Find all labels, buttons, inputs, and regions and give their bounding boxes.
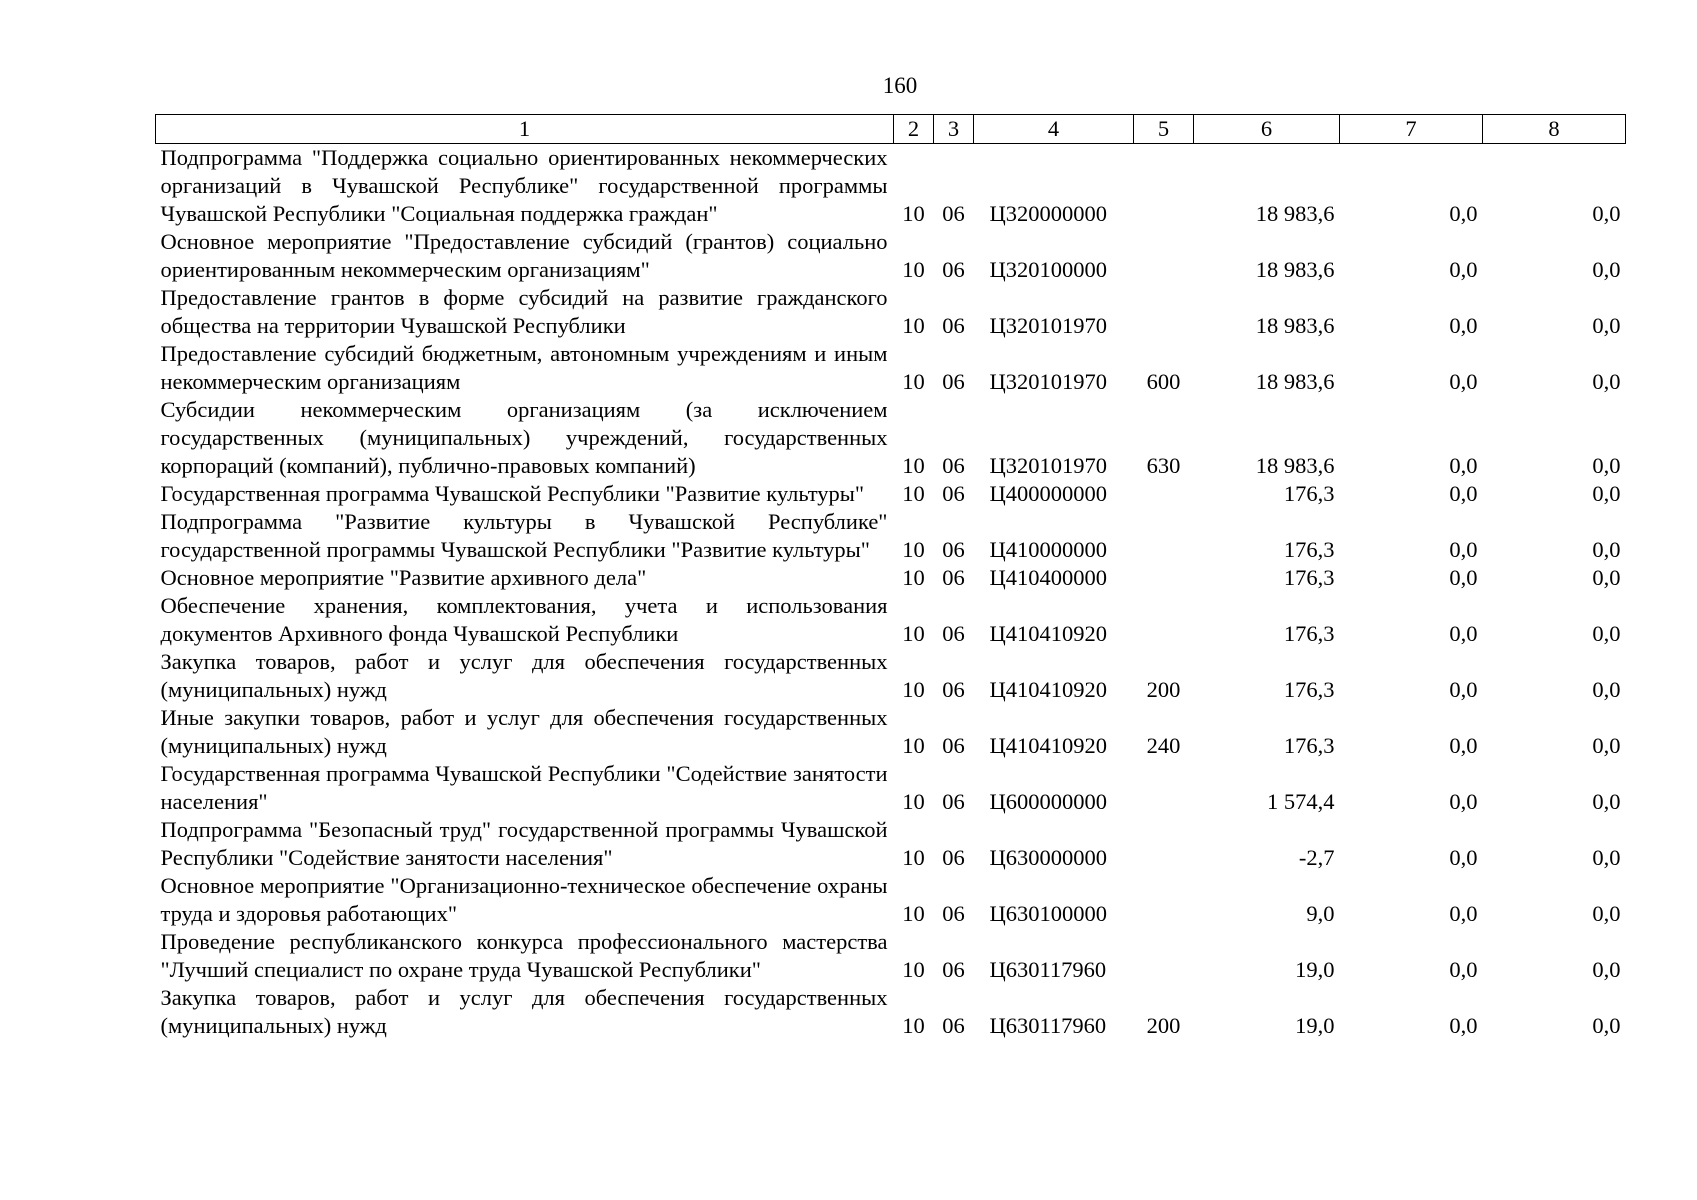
table-row — [156, 340, 1626, 396]
row-subsection: 06 — [942, 677, 965, 702]
row-section: 10 — [902, 201, 925, 226]
table-row — [156, 648, 1626, 704]
table-row — [156, 592, 1626, 648]
row-expense-type — [1134, 816, 1194, 872]
row-value-8: 0,0 — [1592, 565, 1621, 590]
row-target-article: Ц320101970 — [989, 369, 1107, 394]
row-value-8: 0,0 — [1592, 621, 1621, 646]
row-expense-type — [1134, 760, 1194, 816]
row-name: Предоставление субсидий бюджетным, автономным учреждениям и иным некоммерческим организациям — [160, 341, 888, 394]
column-header-3: 3 — [934, 115, 974, 144]
row-value-8: 0,0 — [1592, 733, 1621, 758]
row-name: Государственная программа Чувашской Республики "Содействие занятости населения" — [160, 761, 888, 814]
column-header-6: 6 — [1194, 115, 1340, 144]
row-value-7: 0,0 — [1449, 957, 1478, 982]
row-expense-type: 200 — [1146, 1013, 1181, 1038]
row-section: 10 — [902, 845, 925, 870]
row-value-6: 176,3 — [1283, 677, 1335, 702]
row-expense-type — [1134, 144, 1194, 229]
row-target-article: Ц600000000 — [989, 789, 1107, 814]
row-expense-type — [1134, 508, 1194, 564]
row-section: 10 — [902, 1013, 925, 1038]
row-value-7: 0,0 — [1449, 677, 1478, 702]
row-section: 10 — [902, 537, 925, 562]
row-value-8: 0,0 — [1592, 453, 1621, 478]
row-section: 10 — [902, 453, 925, 478]
row-name: Государственная программа Чувашской Республики "Развитие культуры" — [160, 481, 865, 506]
table-row — [156, 872, 1626, 928]
row-value-7: 0,0 — [1449, 565, 1478, 590]
row-name: Иные закупки товаров, работ и услуг для обеспечения государственных (муниципальных) нужд — [160, 705, 888, 758]
row-value-8: 0,0 — [1592, 369, 1621, 394]
table-header — [156, 115, 1626, 144]
row-expense-type — [1134, 480, 1194, 508]
row-value-7: 0,0 — [1449, 537, 1478, 562]
column-header-7: 7 — [1340, 115, 1483, 144]
row-expense-type — [1134, 228, 1194, 284]
row-value-8: 0,0 — [1592, 257, 1621, 282]
row-value-6: 176,3 — [1283, 537, 1335, 562]
row-expense-type — [1134, 928, 1194, 984]
table-row — [156, 704, 1626, 760]
row-target-article: Ц410400000 — [989, 565, 1107, 590]
row-value-6: 18 983,6 — [1255, 369, 1335, 394]
row-target-article: Ц630100000 — [989, 901, 1107, 926]
table-row — [156, 928, 1626, 984]
row-target-article: Ц320101970 — [989, 453, 1107, 478]
row-expense-type — [1134, 564, 1194, 592]
row-name: Проведение республиканского конкурса профессионального мастерства "Лучший специалист по охране труда Чувашской Республики" — [160, 929, 888, 982]
budget-table — [155, 114, 1626, 1040]
row-name: Подпрограмма "Поддержка социально ориентированных некоммерческих организаций в Чувашской Республике" государственной программы Чувашской Республики "Социальная поддержка граждан" — [160, 145, 888, 226]
row-section: 10 — [902, 481, 925, 506]
column-header-1: 1 — [156, 115, 894, 144]
table-row — [156, 144, 1626, 229]
row-section: 10 — [902, 313, 925, 338]
row-name: Обеспечение хранения, комплектования, учета и использования документов Архивного фонда Чувашской Республики — [160, 593, 888, 646]
row-section: 10 — [902, 369, 925, 394]
row-value-7: 0,0 — [1449, 621, 1478, 646]
row-target-article: Ц630117960 — [989, 1013, 1107, 1038]
row-value-7: 0,0 — [1449, 201, 1478, 226]
table-row — [156, 480, 1626, 508]
row-value-7: 0,0 — [1449, 1013, 1478, 1038]
row-value-8: 0,0 — [1592, 481, 1621, 506]
row-subsection: 06 — [942, 313, 965, 338]
row-subsection: 06 — [942, 257, 965, 282]
row-value-7: 0,0 — [1449, 733, 1478, 758]
row-value-7: 0,0 — [1449, 369, 1478, 394]
table-row — [156, 508, 1626, 564]
row-value-8: 0,0 — [1592, 537, 1621, 562]
row-expense-type: 200 — [1146, 677, 1181, 702]
row-name: Подпрограмма "Развитие культуры в Чувашской Республике" государственной программы Чувашской Республики "Развитие культуры" — [160, 509, 888, 562]
table-row — [156, 396, 1626, 480]
row-subsection: 06 — [942, 789, 965, 814]
row-subsection: 06 — [942, 901, 965, 926]
row-target-article: Ц630000000 — [989, 845, 1107, 870]
row-value-7: 0,0 — [1449, 257, 1478, 282]
row-value-8: 0,0 — [1592, 789, 1621, 814]
table-body — [156, 144, 1626, 1041]
table-row — [156, 816, 1626, 872]
row-value-8: 0,0 — [1592, 845, 1621, 870]
column-header-8: 8 — [1483, 115, 1626, 144]
header-row — [156, 115, 1626, 144]
row-name: Подпрограмма "Безопасный труд" государственной программы Чувашской Республики "Содействие занятости населения" — [160, 817, 888, 870]
row-value-6: 1 574,4 — [1267, 789, 1335, 814]
row-subsection: 06 — [942, 621, 965, 646]
row-name: Субсидии некоммерческим организациям (за исключением государственных (муниципальных) учреждений, государственных корпораций (компаний), публично-правовых компаний) — [160, 397, 888, 478]
row-value-6: 19,0 — [1295, 957, 1335, 982]
row-value-7: 0,0 — [1449, 453, 1478, 478]
row-value-8: 0,0 — [1592, 957, 1621, 982]
row-section: 10 — [902, 621, 925, 646]
row-value-6: 176,3 — [1283, 733, 1335, 758]
row-value-7: 0,0 — [1449, 313, 1478, 338]
row-subsection: 06 — [942, 1013, 965, 1038]
column-header-2: 2 — [894, 115, 934, 144]
row-subsection: 06 — [942, 733, 965, 758]
row-value-6: 18 983,6 — [1255, 453, 1335, 478]
row-value-8: 0,0 — [1592, 313, 1621, 338]
row-value-6: -2,7 — [1298, 845, 1335, 870]
row-value-8: 0,0 — [1592, 901, 1621, 926]
row-target-article: Ц320000000 — [989, 201, 1107, 226]
row-expense-type: 240 — [1146, 733, 1181, 758]
row-target-article: Ц410410920 — [989, 621, 1107, 646]
row-subsection: 06 — [942, 369, 965, 394]
row-target-article: Ц410410920 — [989, 733, 1107, 758]
page-number: 160 — [882, 73, 918, 98]
row-subsection: 06 — [942, 537, 965, 562]
row-section: 10 — [902, 677, 925, 702]
row-value-6: 18 983,6 — [1255, 201, 1335, 226]
row-subsection: 06 — [942, 845, 965, 870]
row-section: 10 — [902, 565, 925, 590]
row-expense-type: 600 — [1146, 369, 1181, 394]
row-target-article: Ц410410920 — [989, 677, 1107, 702]
column-header-4: 4 — [974, 115, 1134, 144]
row-subsection: 06 — [942, 201, 965, 226]
row-target-article: Ц320101970 — [989, 313, 1107, 338]
table-row — [156, 984, 1626, 1040]
row-value-6: 176,3 — [1283, 565, 1335, 590]
row-value-6: 18 983,6 — [1255, 313, 1335, 338]
row-section: 10 — [902, 901, 925, 926]
row-name: Основное мероприятие "Предоставление субсидий (грантов) социально ориентированным некоммерческим организациям" — [160, 229, 888, 282]
row-subsection: 06 — [942, 565, 965, 590]
row-value-6: 176,3 — [1283, 621, 1335, 646]
row-expense-type — [1134, 592, 1194, 648]
row-value-6: 19,0 — [1295, 1013, 1335, 1038]
row-value-7: 0,0 — [1449, 901, 1478, 926]
row-target-article: Ц400000000 — [989, 481, 1107, 506]
row-value-6: 18 983,6 — [1255, 257, 1335, 282]
column-header-5: 5 — [1134, 115, 1194, 144]
row-section: 10 — [902, 789, 925, 814]
row-value-6: 176,3 — [1283, 481, 1335, 506]
table-row — [156, 228, 1626, 284]
row-value-8: 0,0 — [1592, 1013, 1621, 1038]
row-target-article: Ц630117960 — [989, 957, 1107, 982]
row-value-8: 0,0 — [1592, 677, 1621, 702]
row-name: Закупка товаров, работ и услуг для обеспечения государственных (муниципальных) нужд — [160, 985, 888, 1038]
row-name: Основное мероприятие "Развитие архивного дела" — [160, 565, 647, 590]
row-subsection: 06 — [942, 481, 965, 506]
table-row — [156, 284, 1626, 340]
row-value-7: 0,0 — [1449, 845, 1478, 870]
row-section: 10 — [902, 733, 925, 758]
row-section: 10 — [902, 257, 925, 282]
row-value-7: 0,0 — [1449, 481, 1478, 506]
row-target-article: Ц410000000 — [989, 537, 1107, 562]
table-row — [156, 760, 1626, 816]
row-target-article: Ц320100000 — [989, 257, 1107, 282]
row-value-6: 9,0 — [1306, 901, 1335, 926]
row-name: Предоставление грантов в форме субсидий на развитие гражданского общества на территории Чувашской Республики — [160, 285, 888, 338]
row-subsection: 06 — [942, 957, 965, 982]
table-row — [156, 564, 1626, 592]
row-value-8: 0,0 — [1592, 201, 1621, 226]
row-name: Основное мероприятие "Организационно-техническое обеспечение охраны труда и здоровья работающих" — [160, 873, 888, 926]
row-expense-type: 630 — [1146, 453, 1181, 478]
row-value-7: 0,0 — [1449, 789, 1478, 814]
row-expense-type — [1134, 284, 1194, 340]
row-section: 10 — [902, 957, 925, 982]
row-name: Закупка товаров, работ и услуг для обеспечения государственных (муниципальных) нужд — [160, 649, 888, 702]
row-subsection: 06 — [942, 453, 965, 478]
row-expense-type — [1134, 872, 1194, 928]
